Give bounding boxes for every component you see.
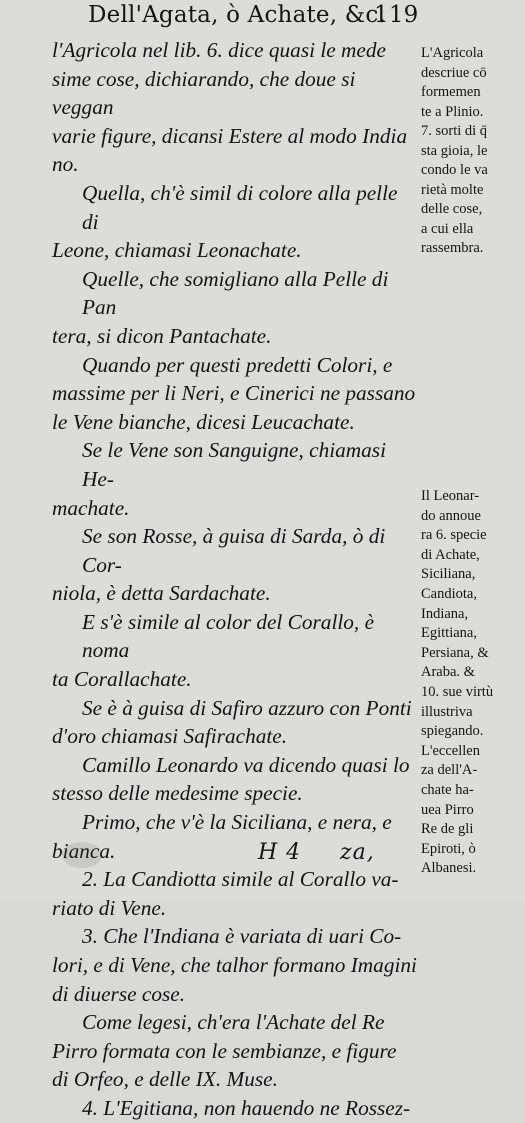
margin-line: Epiroti, ò [421, 840, 476, 857]
text-line: no. [52, 152, 79, 177]
text-line: massime per li Neri, e Cinerici ne passano [52, 381, 416, 406]
margin-line: Candiota, [421, 585, 477, 602]
running-title: Dell'Agata, ò Achate, &c. [88, 2, 387, 28]
text-line: Camillo Leonardo va dicendo quasi lo [82, 752, 410, 777]
signature-mark: H 4 [258, 840, 302, 865]
text-line: riato di Vene. [52, 895, 167, 920]
text-line: machate. [52, 495, 130, 520]
text-line: bianca. [52, 838, 116, 863]
margin-line: Egittiana, [421, 625, 477, 642]
text-line: tera, si dicon Pantachate. [52, 323, 272, 348]
page-number: 119 [374, 2, 419, 28]
text-line: l'Agricola nel lib. 6. dice quasi le mede [52, 38, 386, 62]
margin-line: za dell'A- [421, 762, 478, 779]
margin-line: Indiana, [421, 605, 469, 622]
text-line: Quella, ch'è simil di colore alla pelle di [82, 180, 398, 234]
margin-line: Albanesi. [421, 860, 477, 877]
text-line: Se le Vene son Sanguigne, chiamasi He- [82, 438, 387, 491]
margin-line: Persiana, & [421, 644, 489, 661]
margin-line: 7. sorti di q̄ [421, 123, 488, 139]
text-line: di diuerse cose. [52, 981, 186, 1006]
margin-line: Siciliana, [421, 566, 476, 583]
text-line: Se son Rosse, à guisa di Sarda, ò di Cor- [82, 524, 386, 577]
margin-line: L'eccellen [421, 742, 480, 759]
text-line: varie figure, dicansi Estere al modo India [52, 123, 408, 148]
text-line: Pirro formata con le sembianze, e figure [52, 1038, 397, 1063]
margin-line: rassembra. [421, 240, 484, 256]
text-line: E s'è simile al color del Corallo, è noma [82, 609, 375, 663]
text-line: 2. La Candiotta simile al Corallo va- [82, 867, 399, 892]
margin-line: formemen [421, 84, 481, 100]
margin-line: descriue cō [421, 64, 487, 81]
margin-line: sta gioia, le [421, 142, 488, 159]
margin-line: rietà molte [421, 181, 484, 198]
text-line: 3. Che l'Indiana è variata di uari Co- [82, 924, 402, 949]
margin-line: te a Plinio. [421, 103, 484, 120]
ink-stain [62, 842, 102, 868]
catchword: za, [340, 840, 375, 865]
text-line: le Vene bianche, dicesi Leucachate. [52, 409, 355, 434]
margin-line: spiegando. [421, 723, 484, 740]
margin-line: Re de gli [421, 821, 474, 838]
text-line: Quelle, che somigliano alla Pelle di Pan [82, 266, 389, 320]
text-line: 4. L'Egitiana, non hauendo ne Rossez- [82, 1095, 411, 1120]
margin-line: condo le va [421, 162, 488, 178]
margin-line: delle cose, [421, 201, 483, 217]
margin-note-leonardo [421, 487, 521, 879]
text-line: Quando per questi predetti Colori, e [82, 352, 393, 377]
text-line: sime cose, dichiarando, che doue si veggan [52, 66, 356, 120]
page-footer [258, 840, 418, 865]
margin-line: Il Leonar- [421, 488, 480, 504]
running-header [88, 2, 418, 32]
margin-line: illustriva [421, 703, 473, 720]
text-line: d'oro chiamasi Safirachate. [52, 724, 288, 749]
margin-note-agricola [421, 44, 521, 259]
margin-line: uea Pirro [421, 801, 474, 818]
text-line: niola, è detta Sardachate. [52, 581, 271, 606]
margin-line: chate ha- [421, 781, 474, 798]
margin-line: ra 6. specie [421, 527, 487, 544]
margin-line: do annoue [421, 507, 481, 524]
margin-line: Araba. & [421, 664, 475, 681]
text-line: Se è à guisa di Safiro azzuro con Ponti [82, 695, 412, 720]
text-line: Come legesi, ch'era l'Achate del Re [82, 1010, 385, 1035]
text-line: Primo, che v'è la Siciliana, e nera, e [82, 810, 392, 835]
text-line: ta Corallachate. [52, 667, 192, 692]
text-line: Leone, chiamasi Leonachate. [52, 238, 302, 263]
main-text-column [52, 36, 418, 1123]
margin-line: L'Agricola [421, 45, 484, 61]
margin-line: a cui ella [421, 220, 474, 237]
margin-line: 10. sue virtù [421, 683, 494, 700]
text-line: lori, e di Vene, che talhor formano Imagini [52, 953, 417, 977]
text-line: di Orfeo, e delle IX. Muse. [52, 1067, 278, 1092]
text-line: stesso delle medesime specie. [52, 781, 303, 806]
margin-line: di Achate, [421, 546, 480, 563]
